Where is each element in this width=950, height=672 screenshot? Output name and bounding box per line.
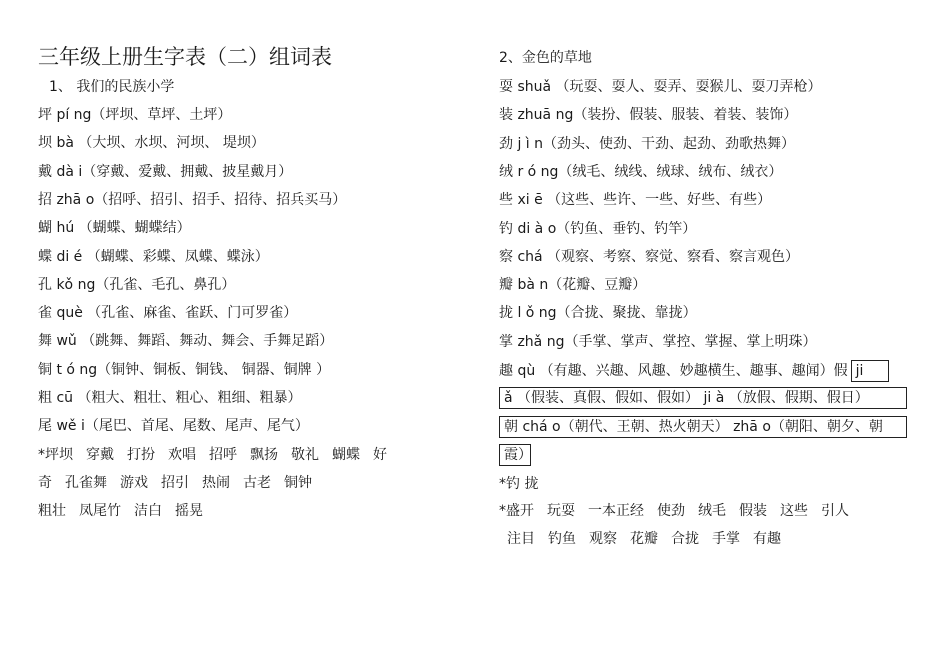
star-word: 注目	[507, 531, 535, 547]
star-word: 粗壮	[38, 503, 66, 519]
star-word: *盛开	[499, 503, 534, 519]
left-vocab-entry: 坝 bà （大坝、水坝、河坝、 堤坝）	[38, 135, 265, 152]
section-heading-1: 1、 我们的民族小学	[49, 79, 175, 95]
star-word: 一本正经	[588, 503, 644, 519]
left-vocab-entry: 蝴 hú （蝴蝶、蝴蝶结）	[38, 220, 191, 237]
qu-entry-line	[499, 360, 889, 382]
left-vocab-entry: 雀 què （孔雀、麻雀、雀跃、门可罗雀）	[38, 305, 298, 322]
star-word: 飘扬	[250, 447, 278, 463]
right-vocab-entry: 钓 di à o（钓鱼、垂钓、钓竿）	[499, 220, 697, 237]
star-words-line-1	[38, 445, 400, 465]
star-word: 合拢	[671, 531, 699, 547]
page-title: 三年级上册生字表（二）组词表	[38, 45, 332, 69]
star-word: 钓鱼	[548, 531, 576, 547]
jia-box-line: ǎ （假装、真假、假如、假如） ji à （放假、假期、假日）	[499, 387, 907, 409]
right-vocab-entry: 装 zhuā ng（装扮、假装、服装、着装、装饰）	[499, 107, 798, 124]
star-word: 有趣	[753, 531, 781, 547]
right-vocab-entry: 瓣 bà n（花瓣、豆瓣）	[499, 277, 647, 294]
star-word: 引人	[821, 503, 849, 519]
star-word: 好	[373, 447, 387, 463]
jia-box-start: ji	[851, 360, 889, 382]
star-word: 游戏	[120, 475, 148, 491]
star-word: 使劲	[657, 503, 685, 519]
left-vocab-entry: 蝶 di é （蝴蝶、彩蝶、凤蝶、蝶泳）	[38, 248, 269, 265]
left-vocab-entry: 戴 dà i（穿戴、爱戴、拥戴、披星戴月）	[38, 163, 293, 180]
star-word: 手掌	[712, 531, 740, 547]
star-word: 花瓣	[630, 531, 658, 547]
right-vocab-entry: 拢 l ǒ ng（合拢、聚拢、靠拢）	[499, 305, 697, 322]
star-words-line-3	[38, 501, 216, 521]
star-word: 招引	[161, 475, 189, 491]
star-word: *坪坝	[38, 447, 73, 463]
left-vocab-entry: 招 zhā o（招呼、招引、招手、招待、招兵买马）	[38, 191, 347, 208]
star-words-right-b	[499, 501, 862, 521]
qu-entry-text: 趣 qù （有趣、兴趣、风趣、妙趣横生、趣事、趣闻）假	[499, 363, 848, 379]
left-vocab-entry: 孔 kǒ ng（孔雀、毛孔、鼻孔）	[38, 276, 236, 293]
star-words-right-a: *钓 拢	[499, 476, 539, 492]
star-word: 这些	[780, 503, 808, 519]
left-vocab-entry: 坪 pí ng（坪坝、草坪、土坪）	[38, 107, 232, 123]
star-word: 孔雀舞	[65, 475, 107, 491]
right-vocab-entry: 察 chá （观察、考察、察觉、察看、察言观色）	[499, 248, 800, 265]
left-vocab-entry: 尾 wě i（尾巴、首尾、尾数、尾声、尾气）	[38, 418, 309, 435]
right-vocab-entry: 些 xi ē （这些、些许、一些、好些、有些）	[499, 192, 772, 209]
zhao-box-end: 霞）	[499, 444, 531, 466]
left-vocab-entry: 粗 cū （粗大、粗壮、粗心、粗细、粗暴）	[38, 390, 302, 406]
left-vocab-entry: 铜 t ó ng（铜钟、铜板、铜钱、 铜器、铜牌 ）	[38, 361, 331, 378]
star-word: 穿戴	[86, 447, 114, 463]
star-word: 打扮	[127, 447, 155, 463]
star-word: 蝴蝶	[332, 447, 360, 463]
star-word: 观察	[589, 531, 617, 547]
section-heading-2: 2、金色的草地	[499, 50, 592, 66]
star-word: 摇晃	[175, 503, 203, 519]
zhao-box-line: 朝 chá o（朝代、王朝、热火朝天） zhā o（朝阳、朝夕、朝	[499, 416, 907, 438]
star-word: 奇	[38, 475, 52, 491]
right-vocab-entry: 劲 j ì n（劲头、使劲、干劲、起劲、劲歌热舞）	[499, 135, 796, 152]
star-word: 洁白	[134, 503, 162, 519]
right-vocab-entry: 绒 r ó ng（绒毛、绒线、绒球、绒布、绒衣）	[499, 163, 783, 180]
star-word: 绒毛	[698, 503, 726, 519]
star-word: 欢唱	[168, 447, 196, 463]
star-word: 假装	[739, 503, 767, 519]
star-word: 凤尾竹	[79, 503, 121, 519]
star-words-line-2	[38, 473, 325, 493]
star-word: 敬礼	[291, 447, 319, 463]
star-word: 铜钟	[284, 475, 312, 491]
right-vocab-entry: 耍 shuǎ （玩耍、耍人、耍弄、耍猴儿、耍刀弄枪）	[499, 79, 822, 95]
star-words-right-c	[507, 529, 794, 549]
star-word: 玩耍	[547, 503, 575, 519]
star-word: 古老	[243, 475, 271, 491]
right-vocab-entry: 掌 zhǎ ng（手掌、掌声、掌控、掌握、掌上明珠）	[499, 333, 817, 350]
left-vocab-entry: 舞 wǔ （跳舞、舞蹈、舞动、舞会、手舞足蹈）	[38, 333, 334, 350]
star-word: 热闹	[202, 475, 230, 491]
star-word: 招呼	[209, 447, 237, 463]
